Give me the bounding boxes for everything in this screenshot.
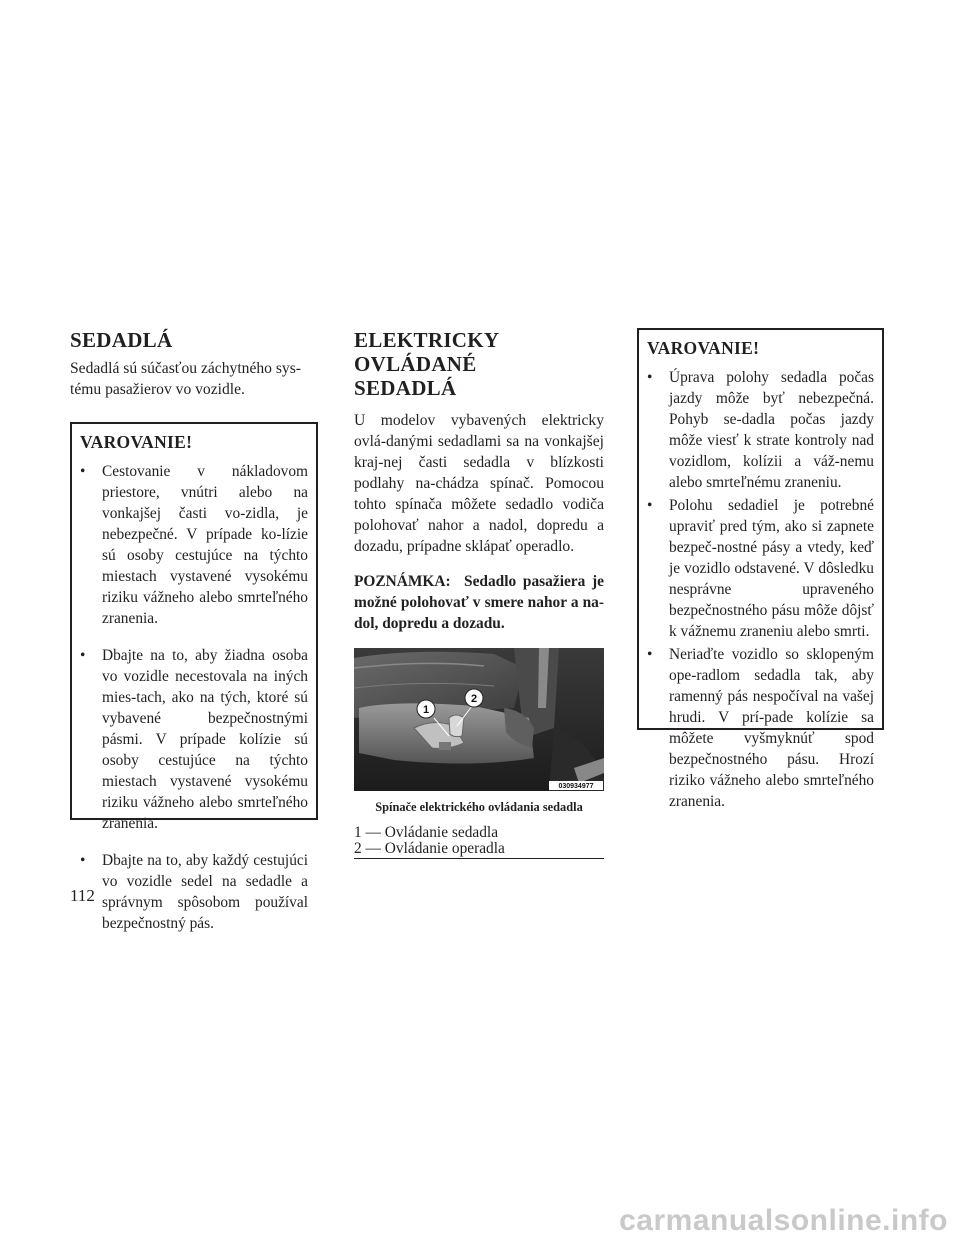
bullet-icon: • [647,646,653,663]
warning-box-right [637,328,884,810]
middle-column [354,328,604,859]
note-paragraph [354,571,604,634]
warning-title: VAROVANIE! [80,432,193,452]
bullet-icon: • [80,463,86,480]
warning-item: • Dbajte na to, aby žiadna osoba vo vozidle necestovala na iných mies-tach, ako na tých, ktoré sú vybavené bezpečnostnými pásmi. V prípade kolízie sú osoby cestujúce na týchto miestach vystavené vysokému riziku vážneho alebo smrteľného zranenia. [80,647,308,832]
warning-list [647,367,874,812]
note-label: POZNÁMKA: [354,573,451,590]
figure-legend [354,825,604,859]
seat-switches-figure [354,648,604,791]
figure-caption: Spínače elektrického ovládania sedadla [375,800,583,814]
section-title-seats: SEDADLÁ [70,328,173,352]
image-code: 030934977 [558,783,594,790]
note-text: Sedadlo pasažiera je možné polohovať v smere nahor a na-dol, dopredu a dozadu. [354,573,604,632]
warning-item: • Dbajte na to, aby každý cestujúci vo vozidle sedel na sedadle a správnym spôsobom používal bezpečnostný pás. [80,852,308,932]
warning-item: • Cestovanie v nákladovom priestore, vnútri alebo na vonkajšej časti vo-zidla, je nebezpečné. V prípade ko-lízie sú osoby cestujúce na týchto miestach vystavené vysokému riziku vážneho alebo smrteľného zranenia. [80,463,308,627]
bullet-icon: • [80,647,86,664]
callout-1: 1 [422,704,430,716]
seats-intro: Sedadlá sú súčasťou záchytného sys- tému pasažierov vo vozidle. [70,360,301,398]
bullet-icon: • [647,369,653,386]
callout-2: 2 [470,693,478,705]
warning-title: VAROVANIE! [647,338,760,358]
legend-item: 2 — Ovládanie operadla [354,840,505,857]
seat-illustration [354,648,604,791]
section-title-power-seats: ELEKTRICKY OVLÁDANÉ SEDADLÁ [354,328,499,400]
bullet-icon: • [647,497,653,514]
right-column [637,328,884,810]
bullet-icon: • [80,852,86,869]
warning-item: • Polohu sedadiel je potrebné upraviť pred tým, ako si zapnete bezpeč-nostné pásy a vtedy, keď je vozidlo odstavené. V dôsledku nesprávne upraveného bezpečnostného pásu môže dôjsť k vážnemu zraneniu alebo smrti. [647,497,874,640]
power-seats-intro: U modelov vybavených elektricky ovlá-danými sedadlami sa na vonkajšej kraj-nej časti sedadla v blízkosti podlahy na-chádza spínač. Pomocou tohto spínača môžete sedadlo vodiča polohovať nahor a nadol, dopredu a dozadu, prípadne sklápať operadlo. [354,412,604,555]
warning-list [80,461,308,934]
warning-item: • Neriaďte vozidlo so sklopeným ope-radlom sedadla tak, aby ramenný pás nespočíval na vašej hrudi. V prí-pade kolízie sa môžete vyšmyknúť spod bezpečnostného pásu. Hrozí riziko vážneho alebo smrteľného zranenia. [647,646,874,810]
watermark: carmanualsonline.info [619,1204,948,1237]
page-number: 112 [70,886,95,905]
warning-item: • Úprava polohy sedadla počas jazdy môže byť nebezpečná. Pohyb se-dadla počas jazdy môže viesť k strate kontroly nad vozidlom, kolízii a váž-nemu alebo smrteľnému zraneniu. [647,369,874,491]
legend-item: 1 — Ovládanie sedadla [354,824,499,841]
